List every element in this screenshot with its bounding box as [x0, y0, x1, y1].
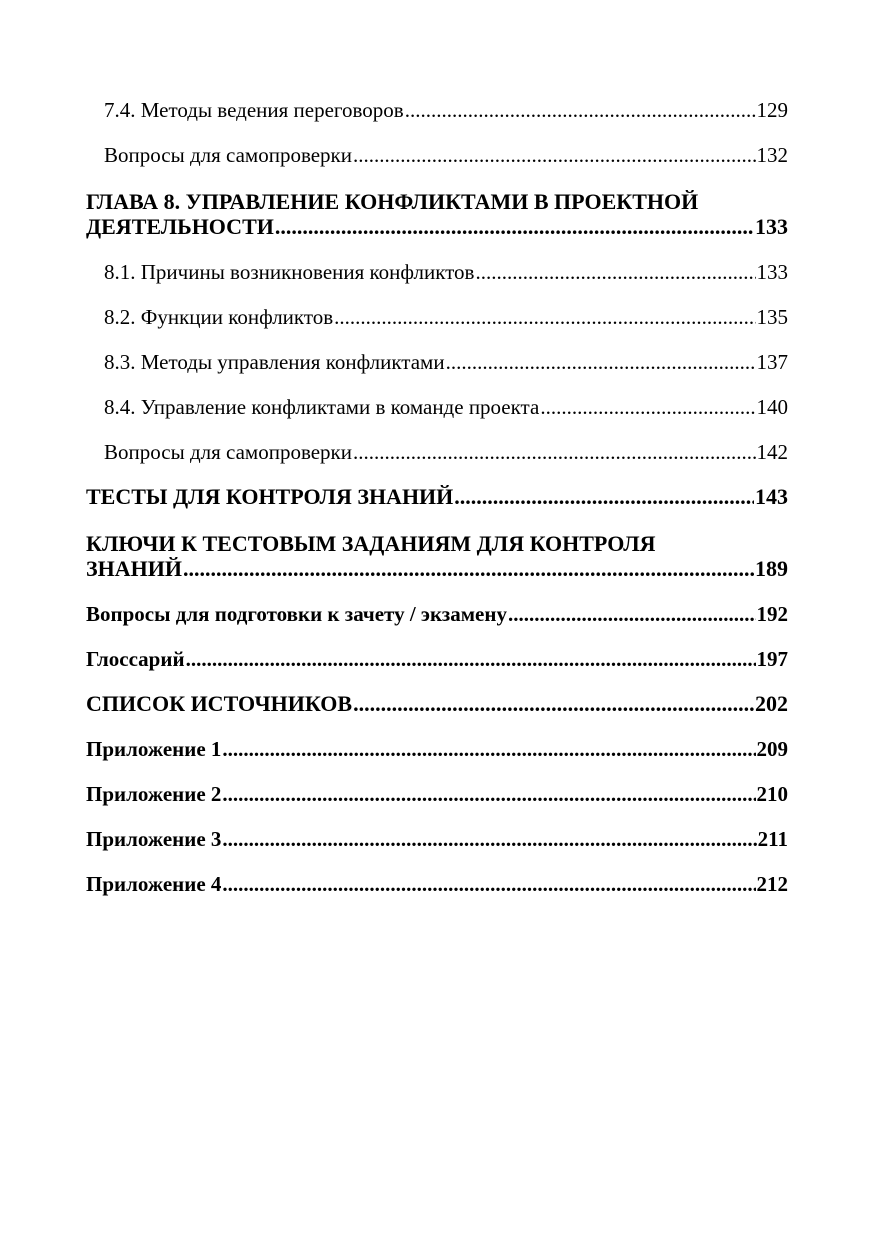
toc-entry-title: Вопросы для самопроверки	[104, 143, 353, 167]
toc-entry-title-line2-row	[86, 557, 788, 581]
toc-entry-exam-questions[interactable]	[86, 602, 788, 626]
toc-entry-questions-ch7[interactable]	[86, 143, 788, 167]
toc-entry-title: 8.2. Функции конфликтов	[104, 305, 334, 329]
table-of-contents	[86, 98, 788, 917]
toc-dot-leader	[405, 98, 756, 122]
toc-entry-title-line2: ЗНАНИЙ	[86, 557, 182, 581]
toc-entry-sources[interactable]	[86, 692, 788, 716]
toc-dot-leader	[222, 737, 755, 761]
toc-entry-page: 209	[756, 737, 788, 761]
toc-entry-title: Приложение 1	[86, 737, 222, 761]
toc-entry-page: 133	[756, 260, 788, 284]
toc-entry-appendix-1[interactable]	[86, 737, 788, 761]
toc-entry-title-line1: ГЛАВА 8. УПРАВЛЕНИЕ КОНФЛИКТАМИ В ПРОЕКТНОЙ	[86, 189, 699, 214]
toc-entry-questions-ch8[interactable]	[86, 440, 788, 464]
toc-entry-page: 132	[756, 143, 788, 167]
toc-entry-title: Вопросы для подготовки к зачету / экзамену	[86, 602, 507, 626]
toc-entry-8-3[interactable]	[86, 350, 788, 374]
toc-entry-page: 211	[757, 827, 788, 851]
toc-dot-leader	[334, 305, 755, 329]
toc-dot-leader	[222, 782, 755, 806]
toc-dot-leader	[275, 215, 754, 239]
toc-dot-leader	[446, 350, 756, 374]
toc-entry-title-line1: КЛЮЧИ К ТЕСТОВЫМ ЗАДАНИЯМ ДЛЯ КОНТРОЛЯ	[86, 531, 656, 556]
toc-entry-title: Приложение 4	[86, 872, 222, 896]
toc-entry-page: 197	[756, 647, 788, 671]
toc-dot-leader	[540, 395, 755, 419]
toc-entry-page: 142	[756, 440, 788, 464]
toc-entry-page: 133	[755, 215, 788, 239]
toc-dot-leader	[186, 647, 756, 671]
toc-entry-title-line2-row	[86, 215, 788, 239]
toc-dot-leader	[508, 602, 756, 626]
toc-entry-title-line2: ДЕЯТЕЛЬНОСТИ	[86, 215, 274, 239]
toc-entry-title: ТЕСТЫ ДЛЯ КОНТРОЛЯ ЗНАНИЙ	[86, 485, 454, 509]
toc-entry-page: 202	[755, 692, 788, 716]
toc-entry-title: 7.4. Методы ведения переговоров	[104, 98, 404, 122]
toc-entry-title: 8.3. Методы управления конфликтами	[104, 350, 445, 374]
toc-entry-page: 210	[756, 782, 788, 806]
toc-entry-8-4[interactable]	[86, 395, 788, 419]
toc-entry-title: Глоссарий	[86, 647, 185, 671]
toc-dot-leader	[353, 692, 754, 716]
toc-dot-leader	[353, 440, 755, 464]
toc-entry-8-2[interactable]	[86, 305, 788, 329]
toc-entry-appendix-2[interactable]	[86, 782, 788, 806]
toc-entry-test-keys[interactable]	[86, 530, 788, 581]
toc-entry-chapter-8[interactable]	[86, 188, 788, 239]
toc-dot-leader	[222, 827, 756, 851]
toc-entry-title: Приложение 3	[86, 827, 222, 851]
toc-entry-page: 192	[756, 602, 788, 626]
toc-dot-leader	[353, 143, 755, 167]
toc-entry-title: 8.4. Управление конфликтами в команде проекта	[104, 395, 540, 419]
toc-entry-7-4[interactable]	[86, 98, 788, 122]
toc-entry-title: Приложение 2	[86, 782, 222, 806]
toc-entry-8-1[interactable]	[86, 260, 788, 284]
toc-entry-title: 8.1. Причины возникновения конфликтов	[104, 260, 475, 284]
toc-entry-tests[interactable]	[86, 485, 788, 509]
toc-entry-page: 212	[756, 872, 788, 896]
toc-entry-title: Вопросы для самопроверки	[104, 440, 353, 464]
toc-entry-page: 135	[756, 305, 788, 329]
toc-entry-title: СПИСОК ИСТОЧНИКОВ	[86, 692, 353, 716]
toc-dot-leader	[222, 872, 755, 896]
toc-entry-appendix-4[interactable]	[86, 872, 788, 896]
toc-entry-page: 143	[755, 485, 788, 509]
toc-entry-page: 129	[756, 98, 788, 122]
toc-entry-appendix-3[interactable]	[86, 827, 788, 851]
toc-dot-leader	[475, 260, 755, 284]
toc-entry-page: 140	[756, 395, 788, 419]
toc-dot-leader	[183, 557, 754, 581]
toc-dot-leader	[454, 485, 754, 509]
toc-entry-page: 189	[755, 557, 788, 581]
toc-entry-glossary[interactable]	[86, 647, 788, 671]
toc-entry-page: 137	[756, 350, 788, 374]
